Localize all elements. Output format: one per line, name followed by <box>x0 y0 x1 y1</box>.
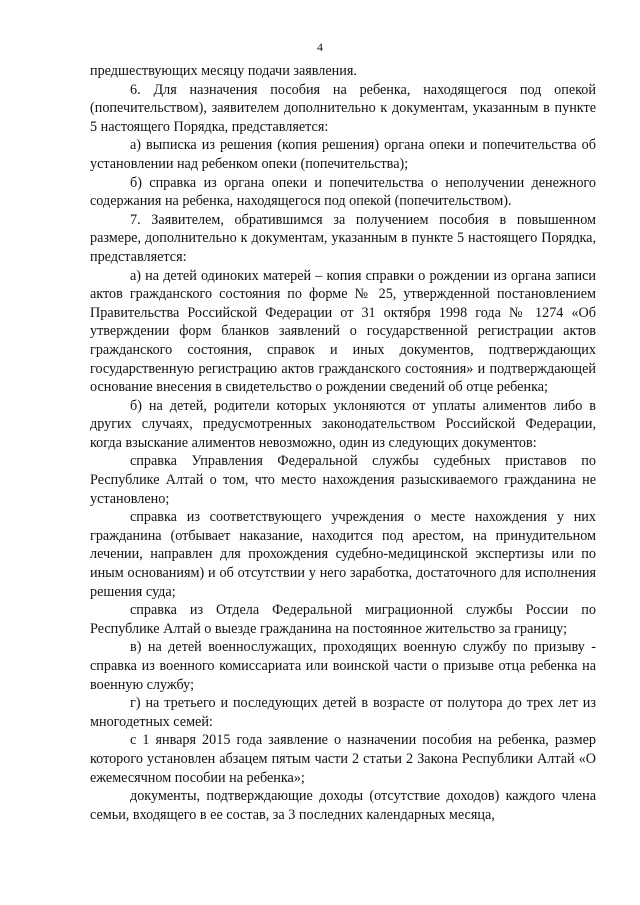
paragraph: справка из Отдела Федеральной миграционной службы России по Республике Алтай о выезде гражданина на постоянное жительство за границу; <box>90 602 596 637</box>
paragraph: г) на третьего и последующих детей в возрасте от полутора до трех лет из многодетных семей: <box>90 695 596 730</box>
paragraph: 7. Заявителем, обратившимся за получением пособия в повышенном размере, дополнительно к документам, указанным в пункте 5 настоящего Порядка, представляется: <box>90 211 596 265</box>
paragraph: предшествующих месяцу подачи заявления. <box>90 63 357 79</box>
paragraph: б) справка из органа опеки и попечительства о неполучении денежного содержания на ребенка, находящегося под опекой (попечительством). <box>90 174 596 210</box>
paragraph: а) на детей одиноких матерей – копия справки о рождении из органа записи актов гражданского состояния по форме № 25, утвержденной постановлением Правительства Российской Федерации от 31 октября 1998 года № 1274 «Об утверждении форм бланков заявлений о государственной регистрации актов гражданского состояния, справок и иных документов, подтверждающих государственную регистрацию актов гражданского состояния» и подтверждающей основание внесения в свидетельство о рождении сведений об отце ребенка; <box>90 267 596 396</box>
document-body <box>90 62 596 824</box>
paragraph: в) на детей военнослужащих, проходящих военную службу по призыву - справка из военного комиссариата или воинской части о призыве отца ребенка на военную службу; <box>90 639 596 693</box>
paragraph: документы, подтверждающие доходы (отсутствие доходов) каждого члена семьи, входящего в ее состав, за 3 последних календарных месяца, <box>90 788 596 823</box>
paragraph: а) выписка из решения (копия решения) органа опеки и попечительства об установлении над ребенком опеки (попечительства); <box>90 137 596 172</box>
paragraph: 6. Для назначения пособия на ребенка, находящегося под опекой (попечительством), заявителем дополнительно к документам, указанным в пункте 5 настоящего Порядка, представляется: <box>90 81 596 135</box>
paragraph: б) на детей, родители которых уклоняются от уплаты алиментов либо в других случаях, предусмотренных законодательством Российской Федерации, когда взыскание алиментов невозможно, один из следующих документов: <box>90 397 596 451</box>
paragraph: справка из соответствующего учреждения о месте нахождения у них гражданина (отбывает наказание, находится под арестом, на принудительном лечении, направлен для прохождения судебно-медицинской экспертизы или по иным основаниям) и об отсутствии у него заработка, достаточного для исполнения решения суда; <box>90 509 596 600</box>
paragraph: справка Управления Федеральной службы судебных приставов по Республике Алтай о том, что место нахождения разыскиваемого гражданина не установлено; <box>90 453 596 507</box>
paragraph: с 1 января 2015 года заявление о назначении пособия на ребенка, размер которого установлен абзацем пятым части 2 статьи 2 Закона Республики Алтай «О ежемесячном пособии на ребенка»; <box>90 732 596 786</box>
page-number: 4 <box>317 40 323 54</box>
